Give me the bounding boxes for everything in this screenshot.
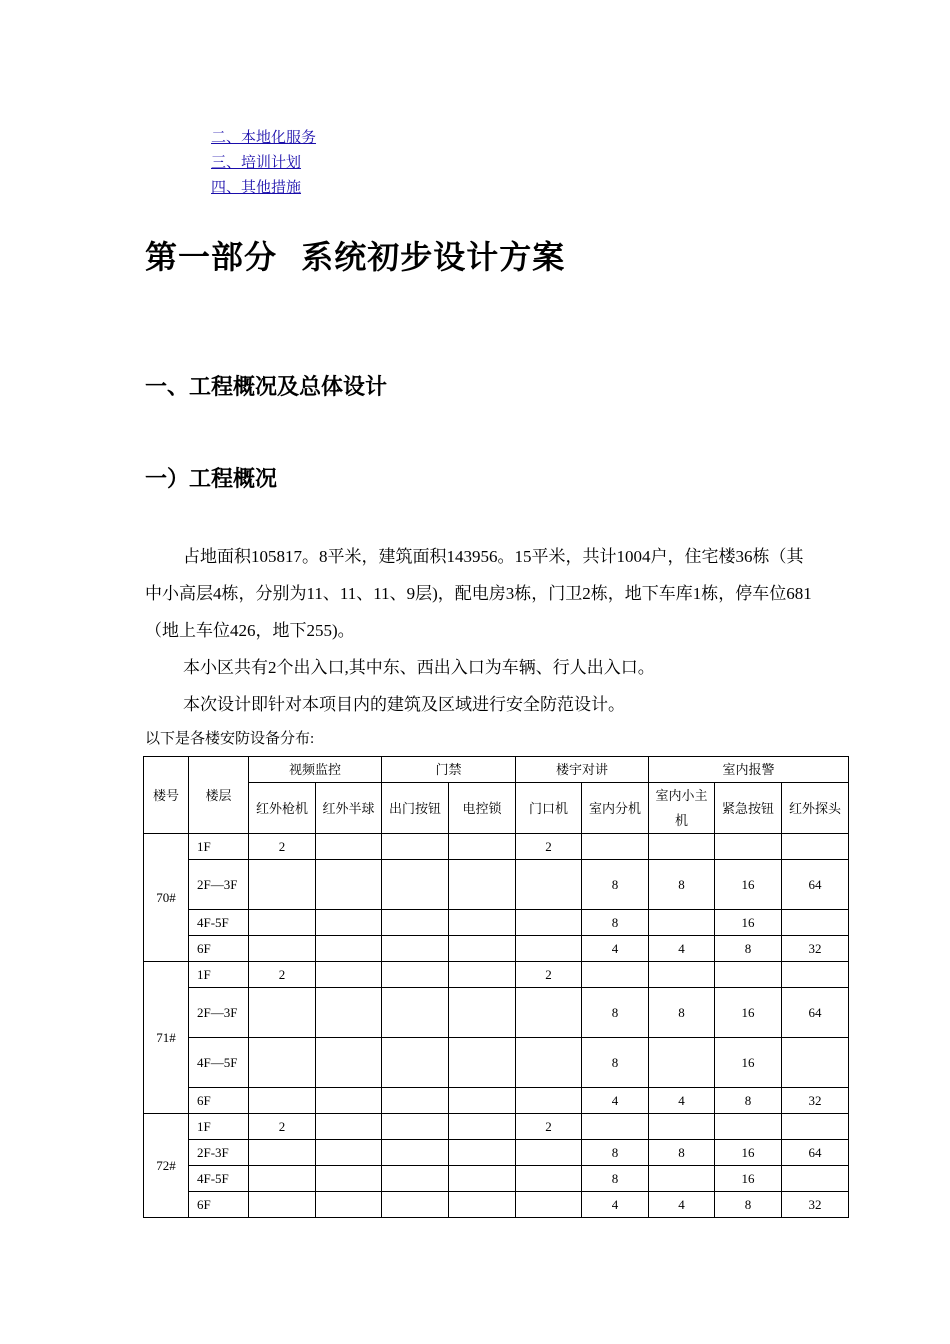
table-row xyxy=(144,962,849,988)
part-title: 第一部分 系统初步设计方案 xyxy=(145,238,566,276)
count-cell: 2 xyxy=(516,1114,582,1140)
count-cell xyxy=(449,936,516,962)
count-cell xyxy=(382,1088,449,1114)
header-alarm: 室内报警 xyxy=(649,757,849,783)
equipment-table xyxy=(143,756,849,1218)
count-cell xyxy=(649,834,715,860)
count-cell xyxy=(316,936,382,962)
count-cell xyxy=(316,910,382,936)
count-cell xyxy=(316,1114,382,1140)
count-cell xyxy=(449,910,516,936)
table-row xyxy=(144,1192,849,1218)
count-cell xyxy=(249,936,316,962)
count-cell: 2 xyxy=(249,834,316,860)
count-cell: 32 xyxy=(782,936,849,962)
section-title: 一、工程概况及总体设计 xyxy=(145,375,388,400)
count-cell xyxy=(449,1140,516,1166)
count-cell: 16 xyxy=(715,988,782,1038)
count-cell: 8 xyxy=(649,860,715,910)
floor-cell: 6F xyxy=(189,1192,249,1218)
body-text xyxy=(145,538,815,723)
building-number: 72# xyxy=(144,1114,189,1218)
count-cell xyxy=(382,1038,449,1088)
count-cell xyxy=(516,936,582,962)
header-col: 出门按钮 xyxy=(382,783,449,834)
header-col: 红外探头 xyxy=(782,783,849,834)
table-row xyxy=(144,1088,849,1114)
table-row xyxy=(144,1114,849,1140)
count-cell xyxy=(316,1166,382,1192)
count-cell xyxy=(382,860,449,910)
count-cell: 64 xyxy=(782,988,849,1038)
count-cell xyxy=(582,1114,649,1140)
count-cell xyxy=(782,962,849,988)
header-col: 室内小主机 xyxy=(649,783,715,834)
header-floor: 楼层 xyxy=(189,757,249,834)
count-cell: 8 xyxy=(649,988,715,1038)
count-cell xyxy=(782,1114,849,1140)
header-intercom: 楼宇对讲 xyxy=(516,757,649,783)
count-cell xyxy=(516,988,582,1038)
toc-link-training-plan[interactable]: 三、培训计划 xyxy=(211,155,302,171)
header-building: 楼号 xyxy=(144,757,189,834)
floor-cell: 1F xyxy=(189,834,249,860)
header-row-groups xyxy=(144,757,849,783)
count-cell xyxy=(516,1166,582,1192)
count-cell xyxy=(649,1166,715,1192)
count-cell: 8 xyxy=(582,910,649,936)
table-caption: 以下是各楼安防设备分布: xyxy=(145,731,315,747)
header-door: 门禁 xyxy=(382,757,516,783)
count-cell xyxy=(449,1088,516,1114)
count-cell: 4 xyxy=(649,1088,715,1114)
toc-link-other-measures[interactable]: 四、其他措施 xyxy=(211,180,302,196)
count-cell xyxy=(649,962,715,988)
count-cell: 16 xyxy=(715,1038,782,1088)
count-cell xyxy=(249,860,316,910)
count-cell: 32 xyxy=(782,1088,849,1114)
paragraph: 占地面积105817。8平米，建筑面积143956。15平米，共计1004户，住宅楼36栋（其中小高层4栋，分别为11、11、11、9层)，配电房3栋，门卫2栋，地下车库1栋，停车位681（地上车位426，地下255)。 xyxy=(145,547,812,640)
count-cell xyxy=(449,834,516,860)
header-col: 门口机 xyxy=(516,783,582,834)
count-cell xyxy=(382,1166,449,1192)
count-cell xyxy=(516,1140,582,1166)
count-cell xyxy=(316,1192,382,1218)
count-cell xyxy=(449,962,516,988)
table-row xyxy=(144,910,849,936)
count-cell: 16 xyxy=(715,910,782,936)
count-cell: 64 xyxy=(782,1140,849,1166)
count-cell xyxy=(782,1038,849,1088)
count-cell xyxy=(249,1088,316,1114)
count-cell xyxy=(249,1166,316,1192)
building-number: 70# xyxy=(144,834,189,962)
building-number: 71# xyxy=(144,962,189,1114)
count-cell xyxy=(449,1192,516,1218)
count-cell: 32 xyxy=(782,1192,849,1218)
floor-cell: 2F-3F xyxy=(189,1140,249,1166)
header-video: 视频监控 xyxy=(249,757,382,783)
table-row xyxy=(144,1038,849,1088)
count-cell: 64 xyxy=(782,860,849,910)
header-col: 红外半球 xyxy=(316,783,382,834)
table-row xyxy=(144,936,849,962)
subsection-title: 一）工程概况 xyxy=(145,467,278,492)
count-cell xyxy=(316,1140,382,1166)
count-cell xyxy=(449,1166,516,1192)
count-cell: 16 xyxy=(715,1140,782,1166)
count-cell xyxy=(316,988,382,1038)
count-cell: 8 xyxy=(582,1140,649,1166)
count-cell xyxy=(649,1038,715,1088)
count-cell xyxy=(649,1114,715,1140)
count-cell xyxy=(582,834,649,860)
count-cell xyxy=(449,1038,516,1088)
floor-cell: 4F—5F xyxy=(189,1038,249,1088)
count-cell: 4 xyxy=(649,936,715,962)
count-cell xyxy=(382,988,449,1038)
floor-cell: 2F—3F xyxy=(189,860,249,910)
floor-cell: 1F xyxy=(189,1114,249,1140)
count-cell xyxy=(249,1140,316,1166)
count-cell xyxy=(382,962,449,988)
floor-cell: 4F-5F xyxy=(189,910,249,936)
toc-link-localization-service[interactable]: 二、本地化服务 xyxy=(211,130,317,146)
paragraph: 本次设计即针对本项目内的建筑及区域进行安全防范设计。 xyxy=(183,695,625,714)
count-cell xyxy=(516,910,582,936)
count-cell: 8 xyxy=(582,1166,649,1192)
count-cell xyxy=(382,1114,449,1140)
count-cell xyxy=(382,936,449,962)
count-cell xyxy=(316,962,382,988)
count-cell xyxy=(249,988,316,1038)
count-cell xyxy=(316,1038,382,1088)
count-cell xyxy=(249,1038,316,1088)
count-cell xyxy=(516,1088,582,1114)
count-cell xyxy=(782,834,849,860)
count-cell: 16 xyxy=(715,1166,782,1192)
count-cell: 4 xyxy=(649,1192,715,1218)
count-cell xyxy=(382,1140,449,1166)
count-cell xyxy=(516,860,582,910)
count-cell: 8 xyxy=(582,860,649,910)
count-cell xyxy=(516,1038,582,1088)
count-cell: 8 xyxy=(582,1038,649,1088)
count-cell: 8 xyxy=(582,988,649,1038)
count-cell xyxy=(249,1192,316,1218)
count-cell: 2 xyxy=(516,962,582,988)
paragraph: 本小区共有2个出入口,其中东、西出入口为车辆、行人出入口。 xyxy=(183,658,655,677)
count-cell xyxy=(715,1114,782,1140)
count-cell: 2 xyxy=(249,1114,316,1140)
count-cell: 8 xyxy=(649,1140,715,1166)
floor-cell: 4F-5F xyxy=(189,1166,249,1192)
table-row xyxy=(144,988,849,1038)
count-cell: 4 xyxy=(582,1088,649,1114)
count-cell xyxy=(649,910,715,936)
floor-cell: 2F—3F xyxy=(189,988,249,1038)
count-cell xyxy=(782,910,849,936)
count-cell: 8 xyxy=(715,1088,782,1114)
floor-cell: 6F xyxy=(189,1088,249,1114)
count-cell: 8 xyxy=(715,1192,782,1218)
count-cell: 4 xyxy=(582,936,649,962)
table-row xyxy=(144,860,849,910)
header-col: 电控锁 xyxy=(449,783,516,834)
count-cell: 4 xyxy=(582,1192,649,1218)
count-cell xyxy=(316,860,382,910)
count-cell: 16 xyxy=(715,860,782,910)
header-col: 紧急按钮 xyxy=(715,783,782,834)
count-cell xyxy=(316,834,382,860)
count-cell: 8 xyxy=(715,936,782,962)
count-cell xyxy=(316,1088,382,1114)
count-cell xyxy=(449,988,516,1038)
floor-cell: 1F xyxy=(189,962,249,988)
count-cell xyxy=(382,834,449,860)
count-cell xyxy=(582,962,649,988)
count-cell xyxy=(782,1166,849,1192)
count-cell: 2 xyxy=(516,834,582,860)
count-cell xyxy=(715,834,782,860)
table-row xyxy=(144,1140,849,1166)
header-col: 红外枪机 xyxy=(249,783,316,834)
count-cell xyxy=(516,1192,582,1218)
count-cell xyxy=(715,962,782,988)
header-row-columns xyxy=(144,783,849,834)
floor-cell: 6F xyxy=(189,936,249,962)
header-col: 室内分机 xyxy=(582,783,649,834)
count-cell xyxy=(449,860,516,910)
table-of-contents xyxy=(211,126,316,201)
count-cell xyxy=(382,1192,449,1218)
count-cell: 2 xyxy=(249,962,316,988)
table-row xyxy=(144,1166,849,1192)
count-cell xyxy=(382,910,449,936)
count-cell xyxy=(249,910,316,936)
count-cell xyxy=(449,1114,516,1140)
table-row xyxy=(144,834,849,860)
